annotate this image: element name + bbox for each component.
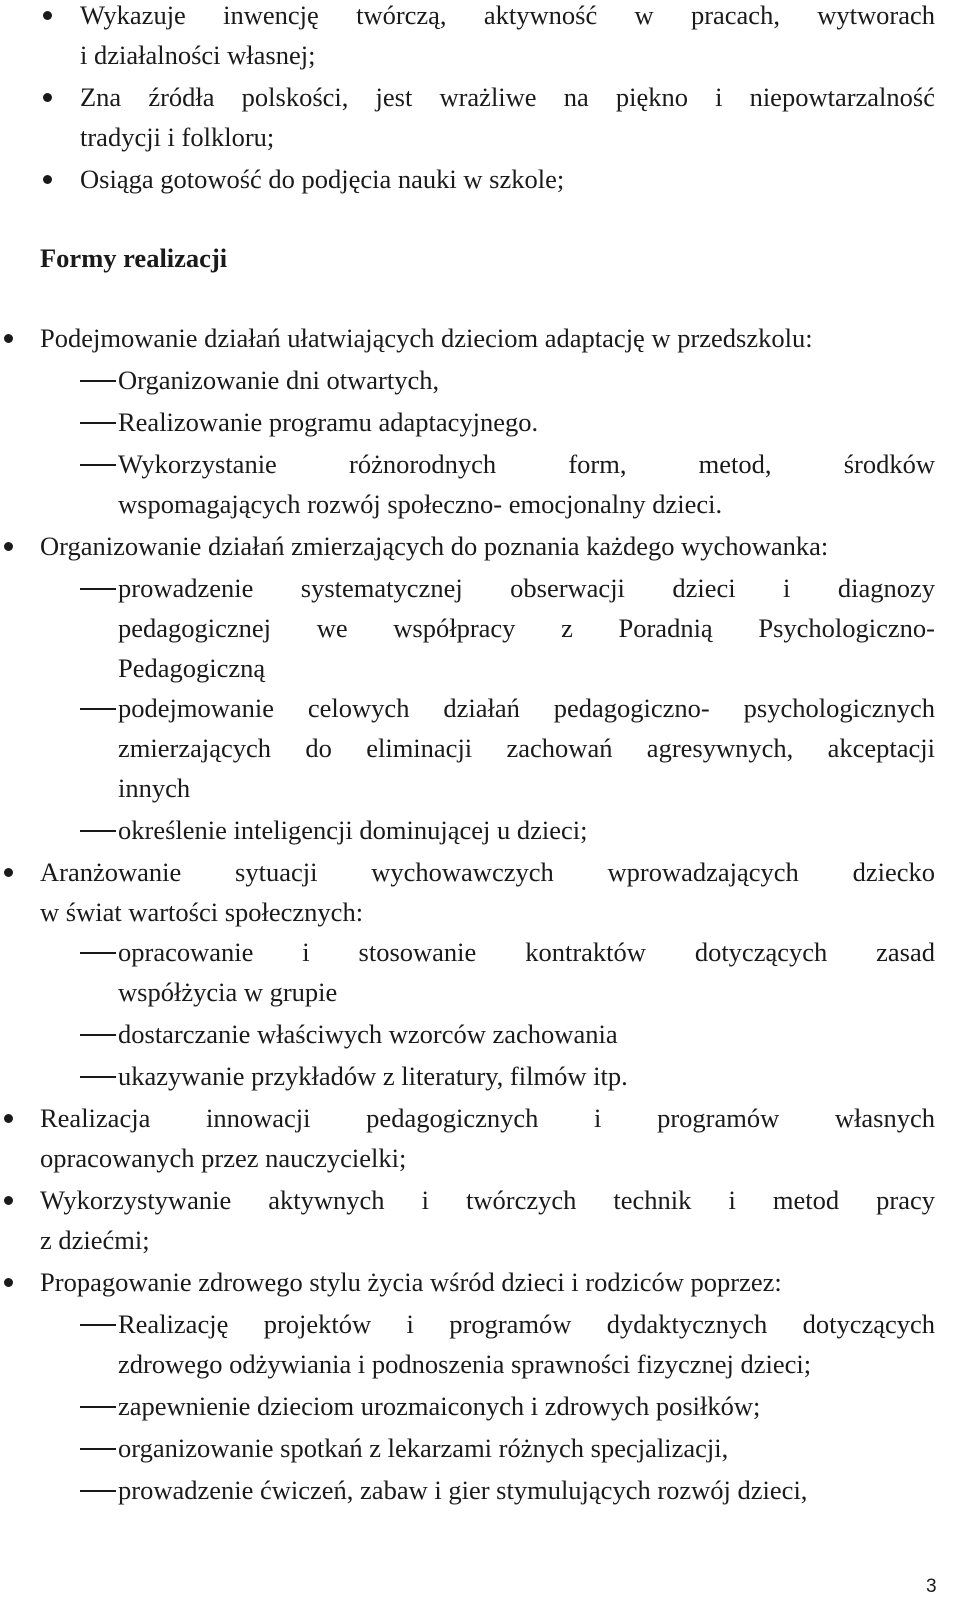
dash (80, 1406, 116, 1408)
text-line: prowadzenie systematycznej obserwacji dzieci i diagnozy (118, 573, 935, 603)
bullet (4, 1278, 13, 1287)
text-line: zapewnienie dzieciom urozmaiconych i zdrowych posiłków; (118, 1391, 761, 1421)
text-line: Wykorzystywanie aktywnych i twórczych technik i metod pracy (40, 1185, 935, 1215)
dash (80, 380, 116, 382)
bullet (43, 175, 52, 184)
text-line: zmierzających do eliminacji zachowań agresywnych, akceptacji (118, 733, 935, 763)
dash (80, 1490, 116, 1492)
dash (80, 422, 116, 424)
text-line: podejmowanie celowych działań pedagogiczno- psychologicznych (118, 693, 935, 723)
dash (80, 1076, 116, 1078)
text-line: Propagowanie zdrowego stylu życia wśród dzieci i rodziców poprzez: (40, 1267, 782, 1297)
text-line: Podejmowanie działań ułatwiających dzieciom adaptację w przedszkolu: (40, 323, 813, 353)
text-line: i działalności własnej; (80, 40, 316, 70)
text-line: z dziećmi; (40, 1225, 150, 1255)
text-line: pedagogicznej we współpracy z Poradnią Psychologiczno- (118, 613, 935, 643)
text-line: innych (118, 773, 191, 803)
text-line: Wykorzystanie różnorodnych form, metod, środków (118, 449, 935, 479)
text-line: ukazywanie przykładów z literatury, filmów itp. (118, 1061, 628, 1091)
text-line: tradycji i folkloru; (80, 122, 275, 152)
bullet (4, 1114, 13, 1123)
text-line: współżycia w grupie (118, 977, 338, 1007)
dash (80, 830, 116, 832)
dash (80, 1324, 116, 1326)
bullet (4, 542, 13, 551)
text-line: zdrowego odżywiania i podnoszenia sprawności fizycznej dzieci; (118, 1349, 812, 1379)
text-line: Realizacja innowacji pedagogicznych i programów własnych (40, 1103, 935, 1133)
text-line: Organizowanie dni otwartych, (118, 365, 440, 395)
page-number: 3 (926, 1576, 937, 1597)
text-line: opracowanych przez nauczycielki; (40, 1143, 407, 1173)
bullet (4, 334, 13, 343)
text-line: Realizację projektów i programów dydaktycznych dotyczących (118, 1309, 935, 1339)
text-line: wspomagających rozwój społeczno- emocjonalny dzieci. (118, 489, 723, 519)
text-line: Organizowanie działań zmierzających do poznania każdego wychowanka: (40, 531, 829, 561)
dash (80, 588, 116, 590)
dash (80, 708, 116, 710)
text-line: Wykazuje inwencję twórczą, aktywność w pracach, wytworach (80, 0, 935, 30)
text-line: prowadzenie ćwiczeń, zabaw i gier stymulujących rozwój dzieci, (118, 1475, 808, 1505)
text-line: w świat wartości społecznych: (40, 897, 364, 927)
text-line: Zna źródła polskości, jest wrażliwe na piękno i niepowtarzalność (80, 82, 935, 112)
section-heading: Formy realizacji (40, 243, 228, 273)
bullet (43, 93, 52, 102)
text-line: Aranżowanie sytuacji wychowawczych wprowadzających dziecko (40, 857, 935, 887)
text-line: Pedagogiczną (118, 653, 266, 683)
dash (80, 1448, 116, 1450)
dash (80, 952, 116, 954)
text-line: Osiąga gotowość do podjęcia nauki w szkole; (80, 164, 565, 194)
text-line: dostarczanie właściwych wzorców zachowania (118, 1019, 618, 1049)
bullet (4, 1196, 13, 1205)
text-line: określenie inteligencji dominującej u dzieci; (118, 815, 588, 845)
dash (80, 464, 116, 466)
text-line: opracowanie i stosowanie kontraktów dotyczących zasad (118, 937, 935, 967)
bullet (43, 11, 52, 20)
text-line: organizowanie spotkań z lekarzami różnych specjalizacji, (118, 1433, 729, 1463)
text-line: Realizowanie programu adaptacyjnego. (118, 407, 539, 437)
dash (80, 1034, 116, 1036)
bullet (4, 868, 13, 877)
